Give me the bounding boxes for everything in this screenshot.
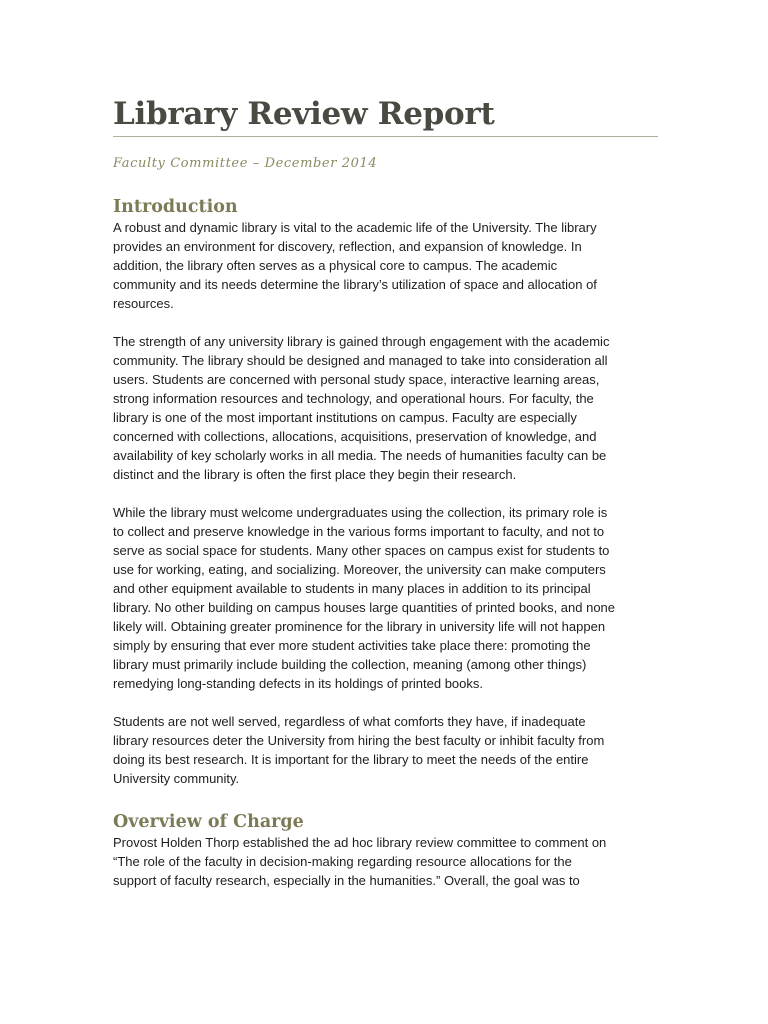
text-line: users. Students are concerned with personal study space, interactive learning areas, bbox=[113, 372, 600, 387]
paragraph bbox=[113, 218, 658, 313]
text-line: doing its best research. It is important for the library to meet the needs of the entire bbox=[113, 752, 589, 767]
text-line: concerned with collections, allocations, acquisitions, preservation of knowledge, and bbox=[113, 429, 597, 444]
text-line: A robust and dynamic library is vital to the academic life of the University. The library bbox=[113, 220, 597, 235]
title-divider bbox=[113, 136, 658, 137]
text-line: library is one of the most important institutions on campus. Faculty are especially bbox=[113, 410, 577, 425]
text-line: and other equipment available to students in many places in addition to its principal bbox=[113, 581, 591, 596]
text-line: library resources deter the University from hiring the best faculty or inhibit faculty from bbox=[113, 733, 605, 748]
text-line: addition, the library often serves as a physical core to campus. The academic bbox=[113, 258, 558, 273]
text-line: simply by ensuring that ever more student activities take place there: promoting the bbox=[113, 638, 591, 653]
text-line: to collect and preserve knowledge in the various forms important to faculty, and not to bbox=[113, 524, 605, 539]
document-title: Library Review Report bbox=[113, 96, 495, 132]
text-line: community and its needs determine the library’s utilization of space and allocation of bbox=[113, 277, 597, 292]
paragraph-spacer bbox=[113, 693, 658, 712]
section-heading-introduction: Introduction bbox=[113, 197, 238, 217]
text-line: Provost Holden Thorp established the ad hoc library review committee to comment on bbox=[113, 835, 607, 850]
section-heading-overview-of-charge: Overview of Charge bbox=[113, 812, 304, 832]
paragraph bbox=[113, 833, 658, 890]
text-line: serve as social space for students. Many other spaces on campus exist for students to bbox=[113, 543, 610, 558]
text-line: likely will. Obtaining greater prominence for the library in university life will not happen bbox=[113, 619, 606, 634]
text-line: University community. bbox=[113, 771, 240, 786]
document-subtitle: Faculty Committee – December 2014 bbox=[113, 156, 378, 171]
text-line: provides an environment for discovery, reflection, and expansion of knowledge. In bbox=[113, 239, 582, 254]
text-line: distinct and the library is often the first place they begin their research. bbox=[113, 467, 517, 482]
text-line: strong information resources and technology, and operational hours. For faculty, the bbox=[113, 391, 594, 406]
paragraph bbox=[113, 332, 658, 484]
text-line: community. The library should be designed and managed to take into consideration all bbox=[113, 353, 608, 368]
paragraph bbox=[113, 503, 658, 693]
paragraph-spacer bbox=[113, 484, 658, 503]
text-line: availability of key scholarly works in all media. The needs of humanities faculty can be bbox=[113, 448, 607, 463]
text-line: The strength of any university library is gained through engagement with the academic bbox=[113, 334, 610, 349]
text-line: While the library must welcome undergraduates using the collection, its primary role is bbox=[113, 505, 608, 520]
text-line: support of faculty research, especially in the humanities.” Overall, the goal was to bbox=[113, 873, 580, 888]
text-line: remedying long-standing defects in its holdings of printed books. bbox=[113, 676, 483, 691]
text-line: resources. bbox=[113, 296, 174, 311]
page-content bbox=[113, 94, 658, 890]
paragraph-spacer bbox=[113, 313, 658, 332]
text-line: library. No other building on campus houses large quantities of printed books, and none bbox=[113, 600, 616, 615]
text-line: use for working, eating, and socializing. Moreover, the university can make computers bbox=[113, 562, 606, 577]
text-line: Students are not well served, regardless of what comforts they have, if inadequate bbox=[113, 714, 586, 729]
paragraph bbox=[113, 712, 658, 788]
text-line: “The role of the faculty in decision-making regarding resource allocations for the bbox=[113, 854, 572, 869]
text-line: library must primarily include building the collection, meaning (among other things) bbox=[113, 657, 587, 672]
